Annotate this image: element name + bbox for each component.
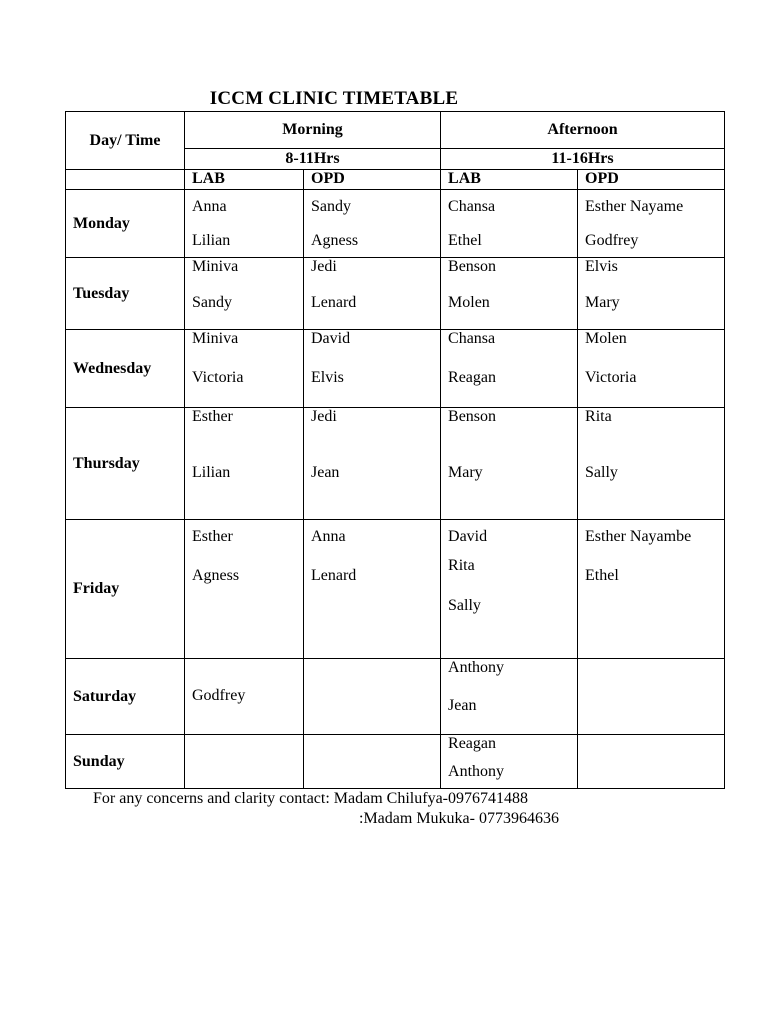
cell-afternoon-lab (441, 520, 578, 659)
staff-name: David (448, 528, 488, 545)
day-label: Wednesday (66, 330, 185, 408)
staff-name: Ethel (448, 232, 482, 249)
staff-name: Rita (448, 557, 475, 574)
table-row (66, 408, 725, 520)
day-label: Sunday (66, 735, 185, 789)
morning-hours-header: 8-11Hrs (185, 149, 441, 170)
staff-name: Godfrey (192, 687, 246, 704)
staff-name: Ethel (585, 567, 619, 584)
staff-name: Esther Nayame (585, 198, 684, 215)
cell-afternoon-opd (578, 258, 725, 330)
afternoon-header: Afternoon (441, 112, 725, 149)
cell-morning-lab (185, 258, 304, 330)
staff-name: Godfrey (585, 232, 639, 249)
day-label: Friday (66, 520, 185, 659)
cell-afternoon-lab (441, 408, 578, 520)
cell-morning-lab (185, 735, 304, 789)
cell-morning-lab (185, 330, 304, 408)
cell-morning-opd (304, 190, 441, 258)
staff-name: Lenard (311, 567, 357, 584)
staff-name: Sally (448, 597, 481, 614)
cell-morning-opd (304, 520, 441, 659)
staff-name: Jean (448, 697, 477, 714)
table-row (66, 520, 725, 659)
staff-name: Reagan (448, 369, 496, 386)
staff-name: Anna (192, 198, 227, 215)
staff-name: Agness (311, 232, 359, 249)
staff-name: Chansa (448, 330, 496, 347)
staff-name: Miniva (192, 258, 239, 275)
cell-afternoon-opd (578, 330, 725, 408)
table-row (66, 190, 725, 258)
blank-header-cell (66, 170, 185, 190)
staff-name: Benson (448, 408, 497, 425)
staff-name: Rita (585, 408, 612, 425)
staff-name: Anthony (448, 763, 505, 780)
staff-name: Benson (448, 258, 497, 275)
staff-name: Molen (448, 294, 490, 311)
staff-name: Esther (192, 528, 233, 545)
day-label: Thursday (66, 408, 185, 520)
staff-name: Molen (585, 330, 627, 347)
staff-name: Mary (448, 464, 483, 481)
cell-morning-lab (185, 190, 304, 258)
table-row (66, 258, 725, 330)
staff-name: Victoria (585, 369, 637, 386)
staff-name: Miniva (192, 330, 239, 347)
cell-afternoon-opd (578, 735, 725, 789)
staff-name: Lenard (311, 294, 357, 311)
cell-morning-lab (185, 659, 304, 735)
afternoon-opd-header: OPD (578, 170, 725, 190)
cell-afternoon-lab (441, 659, 578, 735)
staff-name: David (311, 330, 351, 347)
staff-name: Jean (311, 464, 340, 481)
staff-name: Lilian (192, 232, 231, 249)
staff-name: Mary (585, 294, 620, 311)
cell-morning-lab (185, 520, 304, 659)
cell-afternoon-opd (578, 659, 725, 735)
contact-line-1: For any concerns and clarity contact: Madam Chilufya-0976741488 (93, 790, 528, 807)
table-row (66, 330, 725, 408)
morning-lab-header: LAB (185, 170, 304, 190)
cell-afternoon-lab (441, 190, 578, 258)
cell-afternoon-opd (578, 190, 725, 258)
morning-opd-header: OPD (304, 170, 441, 190)
day-label: Tuesday (66, 258, 185, 330)
cell-afternoon-lab (441, 735, 578, 789)
timetable (65, 111, 725, 789)
cell-afternoon-lab (441, 330, 578, 408)
staff-name: Esther (192, 408, 233, 425)
afternoon-hours-header: 11-16Hrs (441, 149, 725, 170)
afternoon-lab-header: LAB (441, 170, 578, 190)
day-label: Saturday (66, 659, 185, 735)
staff-name: Anthony (448, 659, 505, 676)
cell-afternoon-lab (441, 258, 578, 330)
cell-morning-opd (304, 258, 441, 330)
cell-afternoon-opd (578, 520, 725, 659)
page-title: ICCM CLINIC TIMETABLE (209, 88, 459, 109)
staff-name: Sandy (192, 294, 232, 311)
staff-name: Elvis (311, 369, 344, 386)
staff-name: Chansa (448, 198, 496, 215)
table-row (66, 659, 725, 735)
staff-name: Esther Nayambe (585, 528, 692, 545)
cell-morning-lab (185, 408, 304, 520)
header-row-period (66, 112, 725, 149)
staff-name: Jedi (311, 258, 337, 275)
morning-header: Morning (185, 112, 441, 149)
cell-morning-opd (304, 735, 441, 789)
day-time-header: Day/ Time (66, 112, 185, 170)
contact-line-2: :Madam Mukuka- 0773964636 (359, 810, 559, 827)
cell-morning-opd (304, 330, 441, 408)
staff-name: Anna (311, 528, 346, 545)
staff-name: Victoria (192, 369, 244, 386)
staff-name: Reagan (448, 735, 496, 752)
cell-morning-opd (304, 408, 441, 520)
header-row-units (66, 170, 725, 190)
staff-name: Jedi (311, 408, 337, 425)
cell-afternoon-opd (578, 408, 725, 520)
day-label: Monday (66, 190, 185, 258)
staff-name: Elvis (585, 258, 618, 275)
staff-name: Sally (585, 464, 618, 481)
cell-morning-opd (304, 659, 441, 735)
staff-name: Lilian (192, 464, 231, 481)
table-row (66, 735, 725, 789)
staff-name: Sandy (311, 198, 351, 215)
staff-name: Agness (192, 567, 240, 584)
